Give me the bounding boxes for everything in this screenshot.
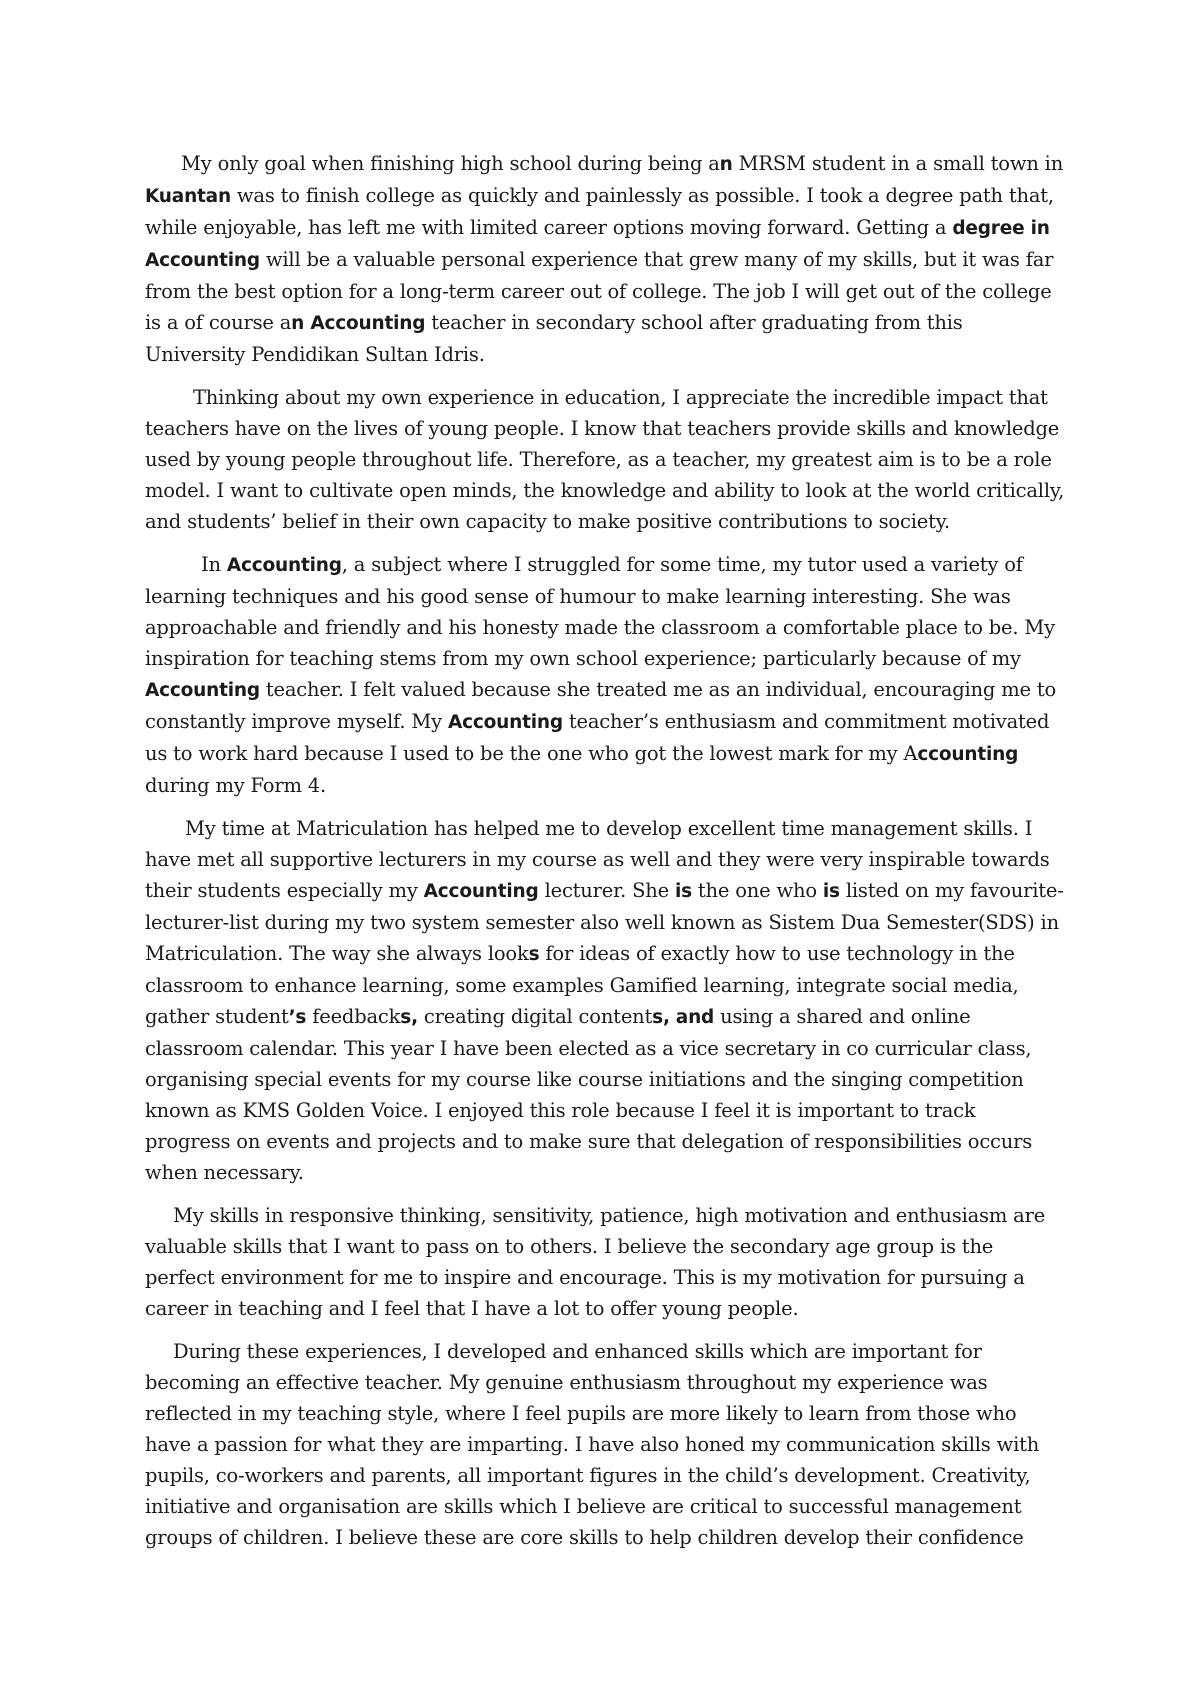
bold-text-run: degree in Accounting [145,218,1050,271]
paragraph-2 [145,382,1065,537]
text-run: My time at Matriculation has helped me to develop excellent time management skills. I have met all supportive lecturers in my course as well and they were very inspirable towards their students especially my [145,817,1050,902]
bold-text-run: ’s [288,1007,307,1028]
text-run: , a subject where I struggled for some time, my tutor used a variety of learning techniques and his good sense of humour to make learning interesting. She was approachable and friendly and his honesty made the classroom a comfortable place to be. My inspiration for teaching stems from my own school experience; particularly because of my [145,553,1055,670]
text-run: During these experiences, I developed and enhanced skills which are important for becoming an effective teacher. My genuine enthusiasm throughout my experience was reflected in my teaching style, where I feel pupils are more likely to learn from those who have a passion for what they are imparting. I have also honed my communication skills with pupils, co-workers and parents, all important figures in the child’s development. Creativity, initiative and organisation are skills which I believe are critical to successful management groups of children. I believe these are core skills to help children develop their confidence [145,1340,1040,1549]
bold-text-run: Kuantan [145,186,231,207]
text-run: teacher’s enthusiasm and commitment motivated us to work hard because I used to be the one who got the lowest mark for my A [145,710,1050,765]
bold-text-run: Accounting [226,555,342,576]
bold-text-run: Accounting [145,680,260,701]
text-run: using a shared and online classroom calendar. This year I have been elected as a vice secretary in co curricular class, organising special events for my course like course initiations and the singing competition known as KMS Golden Voice. I enjoyed this role because I feel it is important to track progress on events and projects and to make sure that delegation of responsibilities occurs when necessary. [145,1005,1033,1184]
paragraph-6 [145,1336,1065,1553]
bold-text-run: Accounting [423,881,539,902]
bold-text-run: n Accounting [291,313,426,334]
bold-text-run: Accounting [447,712,563,733]
text-run: was to finish college as quickly and painlessly as possible. I took a degree path that, while enjoyable, has left me with limited career options moving forward. Getting a [145,184,1054,239]
bold-text-run: is [674,881,692,902]
bold-text-run: ccounting [917,744,1019,765]
text-run: creating digital content [417,1005,653,1028]
text-run: In [201,553,227,576]
bold-text-run: s, [652,1007,670,1028]
text-run: the one who [691,879,823,902]
text-run: My only goal when finishing high school during being a [181,152,720,175]
text-run: during my Form 4. [145,774,326,797]
text-run: will be a valuable personal experience that grew many of my skills, but it was far from the best option for a long-term career out of college. The job I will get out of the college is a of course a [145,248,1054,334]
text-run: for ideas of exactly how to use technology in the classroom to enhance learning, some examples Gamified learning, integrate social media, gather student [145,942,1019,1028]
text-run: listed on my favourite-lecturer-list during my two system semester also well known as Sistem Dua Semester(SDS) in Matriculation. The way she always look [145,879,1064,965]
bold-text-run: and [675,1007,715,1028]
text-run: lecturer. She [538,879,675,902]
paragraph-1 [145,148,1065,370]
document-body [145,148,1065,1565]
bold-text-run: s, [400,1007,418,1028]
text-run: My skills in responsive thinking, sensitivity, patience, high motivation and enthusiasm are valuable skills that I want to pass on to others. I believe the secondary age group is the perfect environment for me to inspire and encourage. This is my motivation for pursuing a career in teaching and I feel that I have a lot to offer young people. [145,1204,1046,1320]
bold-text-run: n [719,154,733,175]
text-run: Thinking about my own experience in education, I appreciate the incredible impact that teachers have on the lives of young people. I know that teachers provide skills and knowledge used by young people throughout life. Therefore, as a teacher, my greatest aim is to be a role model. I want to cultivate open minds, the knowledge and ability to look at the world critically, and students’ belief in their own capacity to make positive contributions to society. [145,386,1065,533]
text-run: feedback [306,1005,401,1028]
text-run: teacher in secondary school after graduating from this University Pendidikan Sultan Idris. [145,311,963,366]
text-run: MRSM student in a small town in [732,152,1064,175]
bold-text-run: s [528,944,540,965]
paragraph-3 [145,549,1065,801]
bold-text-run: is [822,881,840,902]
paragraph-4 [145,813,1065,1188]
text-run: teacher. I felt valued because she treated me as an individual, encouraging me to constantly improve myself. My [145,678,1056,733]
paragraph-5 [145,1200,1065,1324]
